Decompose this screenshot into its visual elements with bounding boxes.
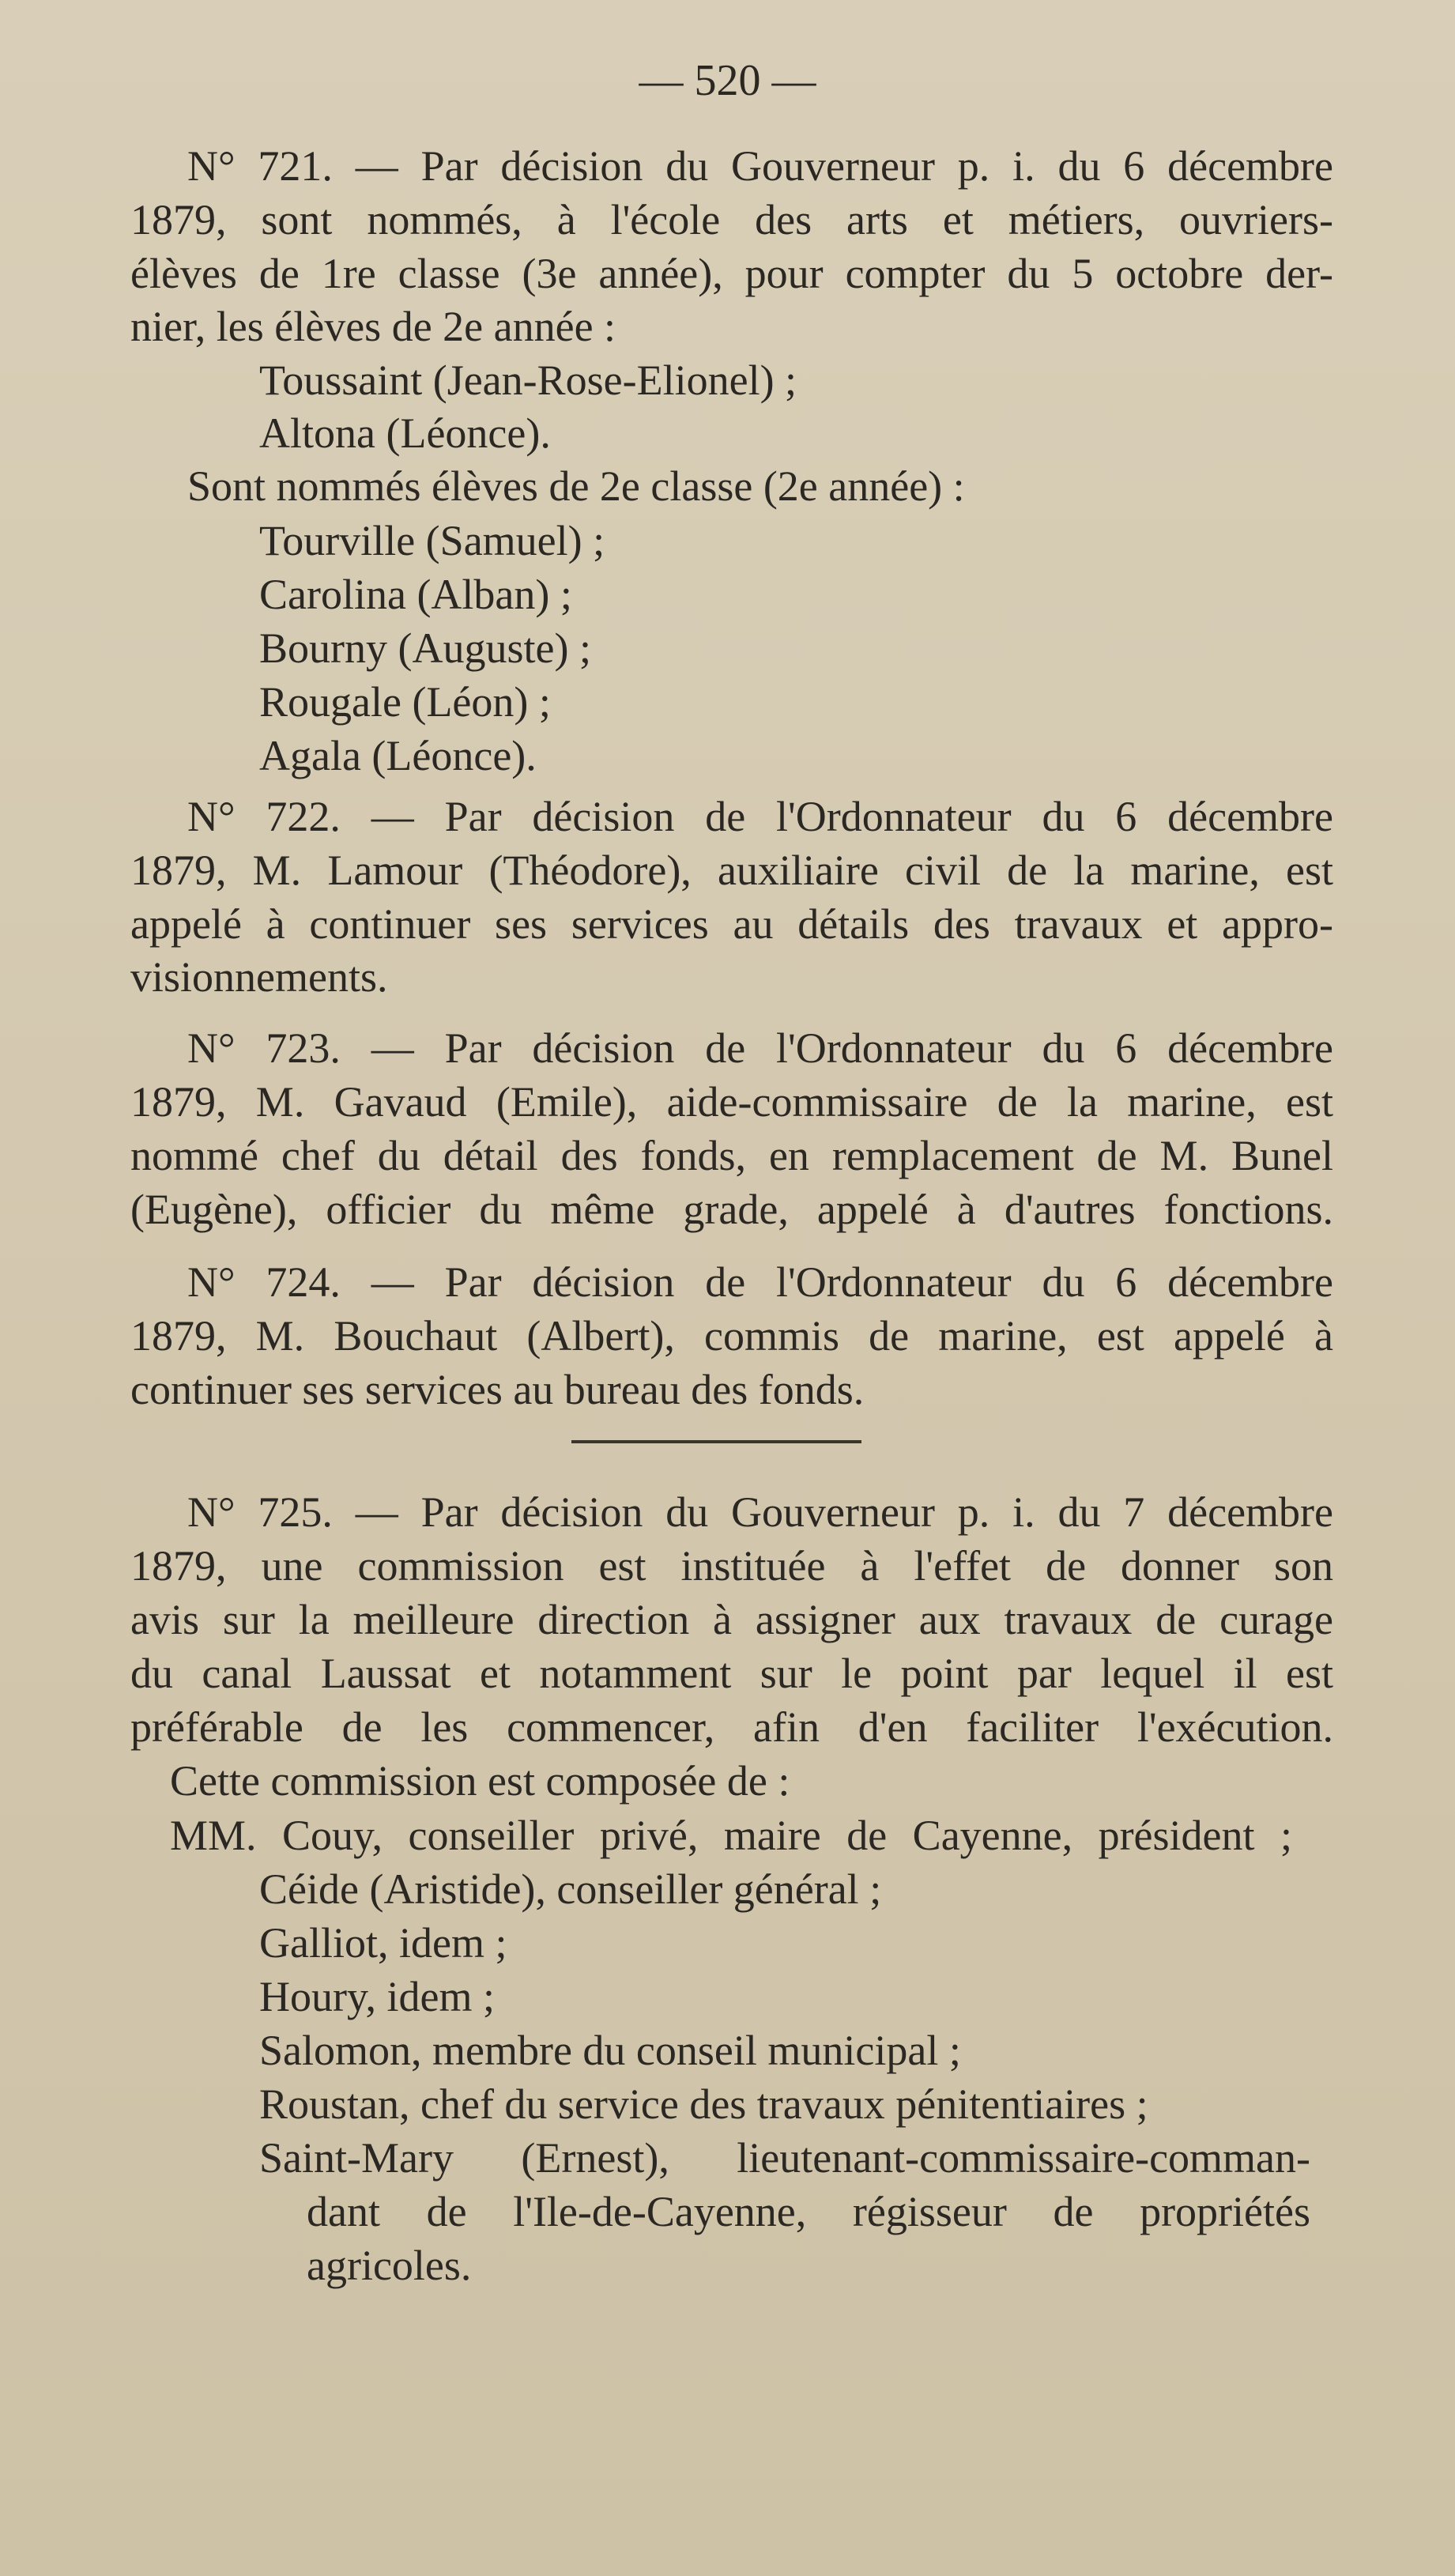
decree-722-line-3: appelé à continuer ses services au détails des travaux et appro- — [130, 900, 1333, 948]
list-item-tourville: Tourville (Samuel) ; — [259, 517, 605, 564]
decree-721-line-3: élèves de 1re classe (3e année), pour compter du 5 octobre der- — [130, 250, 1333, 297]
list-item-toussaint: Toussaint (Jean-Rose-Elionel) ; — [259, 356, 797, 404]
list-item-bourny: Bourny (Auguste) ; — [259, 624, 591, 672]
decree-722-line-2: 1879, M. Lamour (Théodore), auxiliaire civil de la marine, est — [130, 847, 1333, 894]
decree-725-line-5: préférable de les commencer, afin d'en faciliter l'exécution. — [130, 1703, 1333, 1751]
decree-723-line-2: 1879, M. Gavaud (Emile), aide-commissaire de la marine, est — [130, 1078, 1333, 1126]
decree-725-line-3: avis sur la meilleure direction à assigner aux travaux de curage — [130, 1596, 1333, 1643]
member-saint-mary-line-1: Saint-Mary (Ernest), lieutenant-commissaire-comman- — [259, 2134, 1310, 2182]
list-item-agala: Agala (Léonce). — [259, 732, 537, 779]
list-item-altona: Altona (Léonce). — [259, 409, 551, 457]
member-ceide: Céide (Aristide), conseiller général ; — [259, 1865, 882, 1913]
decree-725-line-2: 1879, une commission est instituée à l'effet de donner son — [130, 1542, 1333, 1590]
decree-725-line-4: du canal Laussat et notamment sur le point par lequel il est — [130, 1650, 1333, 1697]
member-couy: MM. Couy, conseiller privé, maire de Cayenne, président ; — [170, 1812, 1292, 1859]
page-number: — 520 — — [639, 56, 816, 105]
list-item-carolina: Carolina (Alban) ; — [259, 571, 572, 618]
member-salomon: Salomon, membre du conseil municipal ; — [259, 2027, 961, 2074]
section-separator — [571, 1440, 861, 1443]
decree-723-line-1: N° 723. — Par décision de l'Ordonnateur du 6 décembre — [187, 1024, 1333, 1072]
decree-721-subheading: Sont nommés élèves de 2e classe (2e année) : — [187, 462, 965, 510]
decree-724-line-3: continuer ses services au bureau des fonds. — [130, 1366, 865, 1413]
decree-722-line-4: visionnements. — [130, 953, 388, 1001]
decree-723-line-3: nommé chef du détail des fonds, en remplacement de M. Bunel — [130, 1132, 1333, 1179]
decree-724-line-2: 1879, M. Bouchaut (Albert), commis de marine, est appelé à — [130, 1312, 1333, 1360]
decree-725-line-1: N° 725. — Par décision du Gouverneur p. i. du 7 décembre — [187, 1488, 1333, 1536]
decree-724-line-1: N° 724. — Par décision de l'Ordonnateur du 6 décembre — [187, 1258, 1333, 1306]
decree-723-line-4: (Eugène), officier du même grade, appelé à d'autres fonctions. — [130, 1186, 1333, 1233]
member-houry: Houry, idem ; — [259, 1973, 495, 2020]
member-saint-mary-line-3: agricoles. — [307, 2242, 472, 2289]
decree-722-line-1: N° 722. — Par décision de l'Ordonnateur du 6 décembre — [187, 793, 1333, 840]
decree-721-line-1: N° 721. — Par décision du Gouverneur p. i. du 6 décembre — [187, 142, 1333, 190]
member-galliot: Galliot, idem ; — [259, 1919, 507, 1967]
member-saint-mary-line-2: dant de l'Ile-de-Cayenne, régisseur de propriétés — [307, 2188, 1310, 2235]
decree-725-subheading: Cette commission est composée de : — [170, 1757, 790, 1805]
decree-721-line-4: nier, les élèves de 2e année : — [130, 303, 616, 350]
list-item-rougale: Rougale (Léon) ; — [259, 678, 551, 726]
decree-721-line-2: 1879, sont nommés, à l'école des arts et métiers, ouvriers- — [130, 196, 1333, 243]
member-roustan: Roustan, chef du service des travaux pénitentiaires ; — [259, 2080, 1148, 2128]
